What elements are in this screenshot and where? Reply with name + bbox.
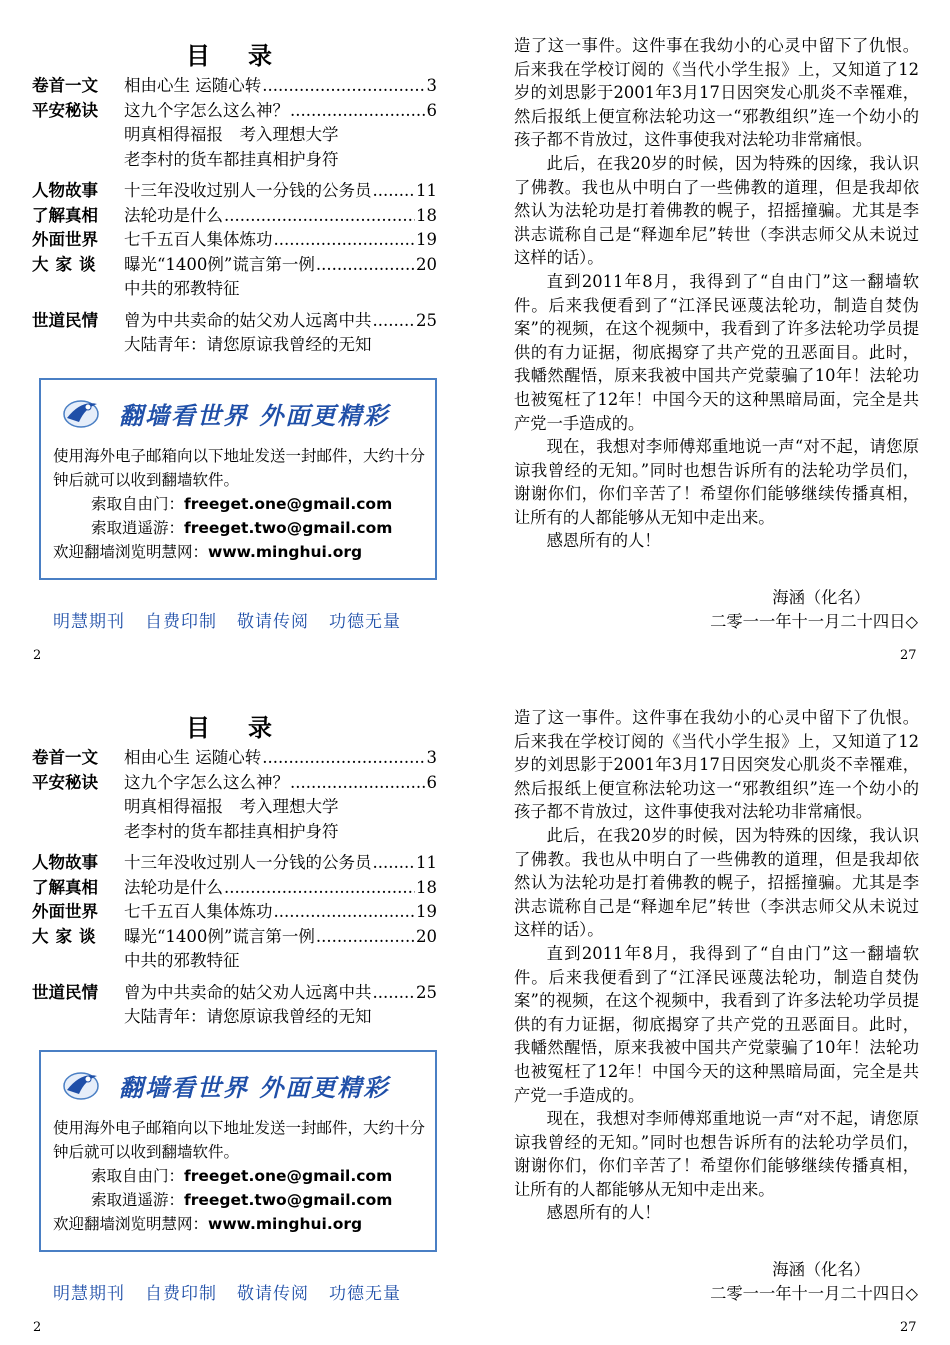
toc-leader-dots — [262, 746, 425, 771]
toc-leader-dots — [290, 99, 426, 124]
article-paragraph: 现在，我想对李师傅郑重地说一声“对不起，请您原谅我曾经的无知。”同时也想告诉所有的法轮功学员们，谢谢你们，你们辛苦了！希望你们能够继续传播真相，让所有的人都能够从无知中走出来。 — [514, 1109, 919, 1199]
ultrasurf-label: 索取逍遥游： — [91, 1191, 185, 1209]
toc-leader-dots — [373, 851, 416, 876]
toc-entry-title: 曾为中共卖命的姑父劝人远离中共 — [124, 982, 372, 1002]
minghui-logo-icon — [61, 394, 101, 430]
toc-page-number: 6 — [426, 100, 437, 120]
toc-title: 目录 — [186, 713, 310, 742]
page-number-right: 27 — [900, 648, 917, 663]
promo-body — [53, 444, 425, 564]
article-paragraph: 此后，在我20岁的时候，因为特殊的因缘，我认识了佛教。我也从中明白了一些佛教的道理，但是我却依然认为法轮功是打着佛教的幌子，招摇撞骗。尤其是李洪志谎称自己是“释迦牟尼”转世（李洪志师父从未说过这样的话）。 — [514, 825, 919, 940]
ultrasurf-email-link[interactable]: freeget.two@gmail.com — [184, 1191, 393, 1209]
page-number-left: 2 — [33, 1320, 42, 1335]
table-of-contents — [32, 74, 437, 358]
article-paragraph: 造了这一事件。这件事在我幼小的心灵中留下了仇恨。后来我在学校订阅的《当代小学生报》上，又知道了12岁的刘思影于2001年3月17日因突发心肌炎不幸罹难，然后报纸上便宣称法轮功这一“邪教组织”连一个幼小的孩子都不肯放过，这件事使我对法轮功非常痛恨。 — [514, 36, 919, 150]
booklet-spread-bottom — [0, 672, 950, 1344]
article-paragraph: 现在，我想对李师傅郑重地说一声“对不起，请您原谅我曾经的无知。”同时也想告诉所有的法轮功学员们，谢谢你们，你们辛苦了！希望你们能够继续传播真相，让所有的人都能够从无知中走出来。 — [514, 437, 919, 527]
toc-leader-dots — [224, 876, 415, 901]
toc-entry[interactable] — [32, 148, 437, 173]
toc-page-number: 3 — [426, 748, 437, 767]
minghui-line — [53, 540, 425, 564]
toc-leader-dots — [290, 771, 426, 796]
toc-leader-dots — [316, 925, 415, 950]
article-signature: 海涵（化名） — [772, 1260, 870, 1279]
motto: 功德无量 — [329, 612, 401, 632]
toc-entry-title: 七千五百人集体炼功 — [124, 230, 273, 249]
promo-body — [53, 1116, 425, 1236]
toc-entry-title: 法轮功是什么 — [124, 877, 223, 897]
toc-page-number: 11 — [416, 181, 437, 200]
motto: 自费印制 — [145, 612, 217, 632]
toc-entry[interactable] — [32, 309, 437, 334]
toc-entry-title: 法轮功是什么 — [124, 205, 223, 225]
toc-page-number: 11 — [416, 853, 437, 872]
article-date: 二零一一年十一月二十四日◇ — [710, 1284, 918, 1303]
motto: 功德无量 — [329, 1284, 401, 1304]
toc-entry-title: 中共的邪教特征 — [124, 951, 240, 970]
toc-entry[interactable] — [32, 820, 437, 845]
table-of-contents — [32, 746, 437, 1030]
toc-category: 了解真相 — [32, 205, 98, 225]
toc-category: 世道民情 — [32, 310, 98, 330]
ultrasurf-email-link[interactable]: freeget.two@gmail.com — [184, 519, 393, 537]
toc-leader-dots — [373, 981, 416, 1006]
toc-entry[interactable] — [32, 179, 437, 204]
article-paragraph: 感恩所有的人！ — [546, 531, 661, 551]
toc-entry-title: 老李村的货车都挂真相护身符 — [124, 821, 339, 841]
article-paragraph: 直到2011年8月，我得到了“自由门”这一翻墙软件。后来我便看到了“江泽民诬蔑法轮功，制造自焚伪案”的视频，在这个视频中，我看到了许多法轮功学员提供的有力证据，彻底揭穿了共产党的丑恶面目。此时，我幡然醒悟，原来我被中国共产党蒙骗了10年！法轮功也被冤枉了12年！中国今天的这种黑暗局面，完全是共产党一手造成的。 — [514, 271, 919, 433]
toc-entry[interactable] — [32, 981, 437, 1006]
toc-leader-dots — [373, 309, 416, 334]
footer-mottos — [53, 607, 401, 632]
toc-title: 目录 — [186, 41, 310, 70]
article-paragraph: 造了这一事件。这件事在我幼小的心灵中留下了仇恨。后来我在学校订阅的《当代小学生报》上，又知道了12岁的刘思影于2001年3月17日因突发心肌炎不幸罹难，然后报纸上便宣称法轮功这一“邪教组织”连一个幼小的孩子都不肯放过，这件事使我对法轮功非常痛恨。 — [514, 708, 919, 822]
toc-entry-title: 明真相得福报 考入理想大学 — [124, 797, 339, 816]
toc-page-number: 25 — [416, 310, 437, 330]
freegate-label: 索取自由门： — [91, 495, 185, 513]
promo-instructions: 使用海外电子邮箱向以下地址发送一封邮件，大约十分钟后就可以收到翻墙软件。 — [53, 447, 426, 489]
toc-page-number: 3 — [426, 76, 437, 95]
promo-slogan: 翻墙看世界 外面更精彩 — [119, 401, 390, 430]
toc-page-number: 19 — [416, 230, 437, 249]
toc-leader-dots — [224, 204, 415, 229]
page-number-left: 2 — [33, 648, 42, 663]
toc-entry[interactable] — [32, 99, 437, 124]
freegate-email-link[interactable]: freeget.one@gmail.com — [184, 1167, 393, 1185]
article-body — [514, 34, 919, 553]
freegate-line — [53, 492, 425, 516]
toc-page-number: 18 — [416, 205, 437, 225]
promo-slogan: 翻墙看世界 外面更精彩 — [119, 1073, 390, 1102]
toc-entry-title: 明真相得福报 考入理想大学 — [124, 125, 339, 144]
promo-instructions: 使用海外电子邮箱向以下地址发送一封邮件，大约十分钟后就可以收到翻墙软件。 — [53, 1119, 426, 1161]
toc-entry-title: 这九个字怎么这么神？ — [124, 772, 289, 792]
toc-category: 平安秘诀 — [32, 100, 98, 120]
motto: 自费印制 — [145, 1284, 217, 1304]
article-paragraph: 感恩所有的人！ — [546, 1203, 661, 1223]
toc-category: 平安秘诀 — [32, 772, 98, 792]
minghui-url-link[interactable]: www.minghui.org — [208, 543, 363, 561]
freegate-line — [53, 1164, 425, 1188]
toc-page-number: 6 — [426, 772, 437, 792]
toc-category: 了解真相 — [32, 877, 98, 897]
toc-entry-title: 十三年没收过别人一分钱的公务员 — [124, 853, 372, 872]
toc-entry-title: 大陆青年：请您原谅我曾经的无知 — [124, 1007, 372, 1026]
motto: 敬请传阅 — [237, 612, 309, 632]
freegate-email-link[interactable]: freeget.one@gmail.com — [184, 495, 393, 513]
minghui-label: 欢迎翻墙浏览明慧网： — [53, 543, 209, 561]
toc-entry[interactable] — [32, 746, 437, 771]
toc-entry-title: 中共的邪教特征 — [124, 279, 240, 298]
toc-entry[interactable] — [32, 204, 437, 229]
toc-entry-title: 曝光“1400例”谎言第一例 — [124, 254, 315, 274]
toc-entry[interactable] — [32, 277, 437, 302]
toc-entry-title: 曾为中共卖命的姑父劝人远离中共 — [124, 310, 372, 330]
toc-leader-dots — [373, 179, 416, 204]
toc-page-number: 25 — [416, 982, 437, 1002]
toc-entry[interactable] — [32, 771, 437, 796]
toc-leader-dots — [262, 74, 425, 99]
article-paragraph: 直到2011年8月，我得到了“自由门”这一翻墙软件。后来我便看到了“江泽民诬蔑法轮功，制造自焚伪案”的视频，在这个视频中，我看到了许多法轮功学员提供的有力证据，彻底揭穿了共产党的丑恶面目。此时，我幡然醒悟，原来我被中国共产党蒙骗了10年！法轮功也被冤枉了12年！中国今天的这种黑暗局面，完全是共产党一手造成的。 — [514, 943, 919, 1105]
ultrasurf-label: 索取逍遥游： — [91, 519, 185, 537]
minghui-line — [53, 1212, 425, 1236]
toc-page-number: 20 — [416, 926, 437, 946]
toc-entry-title: 十三年没收过别人一分钱的公务员 — [124, 181, 372, 200]
toc-entry-title: 相由心生 运随心转 — [124, 748, 262, 767]
toc-entry-title: 七千五百人集体炼功 — [124, 902, 273, 921]
toc-entry-title: 这九个字怎么这么神？ — [124, 100, 289, 120]
ultrasurf-line — [53, 1188, 425, 1212]
toc-category: 世道民情 — [32, 982, 98, 1002]
article-paragraph: 此后，在我20岁的时候，因为特殊的因缘，我认识了佛教。我也从中明白了一些佛教的道理，但是我却依然认为法轮功是打着佛教的幌子，招摇撞骗。尤其是李洪志谎称自己是“释迦牟尼”转世（李洪志师父从未说过这样的话）。 — [514, 153, 919, 268]
promo-box — [39, 1050, 437, 1252]
article-body — [514, 706, 919, 1225]
minghui-label: 欢迎翻墙浏览明慧网： — [53, 1215, 209, 1233]
toc-entry-title: 曝光“1400例”谎言第一例 — [124, 926, 315, 946]
toc-leader-dots — [274, 900, 416, 925]
toc-entry[interactable] — [32, 876, 437, 901]
toc-entry[interactable] — [32, 900, 437, 925]
toc-page-number: 19 — [416, 902, 437, 921]
toc-category: 大家谈 — [32, 926, 103, 946]
toc-entry[interactable] — [32, 795, 437, 820]
toc-entry[interactable] — [32, 1005, 437, 1030]
promo-box — [39, 378, 437, 580]
toc-leader-dots — [274, 228, 416, 253]
toc-category: 人物故事 — [32, 853, 98, 872]
toc-entry[interactable] — [32, 74, 437, 99]
toc-category: 大家谈 — [32, 254, 103, 274]
article-date: 二零一一年十一月二十四日◇ — [710, 612, 918, 631]
minghui-url-link[interactable]: www.minghui.org — [208, 1215, 363, 1233]
toc-entry-title: 相由心生 运随心转 — [124, 76, 262, 95]
toc-page-number: 18 — [416, 877, 437, 897]
footer-mottos — [53, 1279, 401, 1304]
toc-page-number: 20 — [416, 254, 437, 274]
article-signature: 海涵（化名） — [772, 588, 870, 607]
motto: 明慧期刊 — [53, 1284, 125, 1304]
toc-entry[interactable] — [32, 333, 437, 358]
freegate-label: 索取自由门： — [91, 1167, 185, 1185]
toc-entry[interactable] — [32, 851, 437, 876]
toc-entry-title: 老李村的货车都挂真相护身符 — [124, 149, 339, 169]
ultrasurf-line — [53, 516, 425, 540]
toc-entry[interactable] — [32, 123, 437, 148]
booklet-spread-top — [0, 0, 950, 672]
toc-category: 外面世界 — [32, 902, 98, 921]
toc-leader-dots — [316, 253, 415, 278]
page-number-right: 27 — [900, 1320, 917, 1335]
toc-category: 外面世界 — [32, 230, 98, 249]
toc-entry[interactable] — [32, 253, 437, 278]
toc-category: 卷首一文 — [32, 76, 98, 95]
motto: 敬请传阅 — [237, 1284, 309, 1304]
toc-category: 人物故事 — [32, 181, 98, 200]
toc-entry[interactable] — [32, 949, 437, 974]
toc-category: 卷首一文 — [32, 748, 98, 767]
toc-entry[interactable] — [32, 228, 437, 253]
minghui-logo-icon — [61, 1066, 101, 1102]
toc-entry[interactable] — [32, 925, 437, 950]
toc-entry-title: 大陆青年：请您原谅我曾经的无知 — [124, 335, 372, 354]
motto: 明慧期刊 — [53, 612, 125, 632]
